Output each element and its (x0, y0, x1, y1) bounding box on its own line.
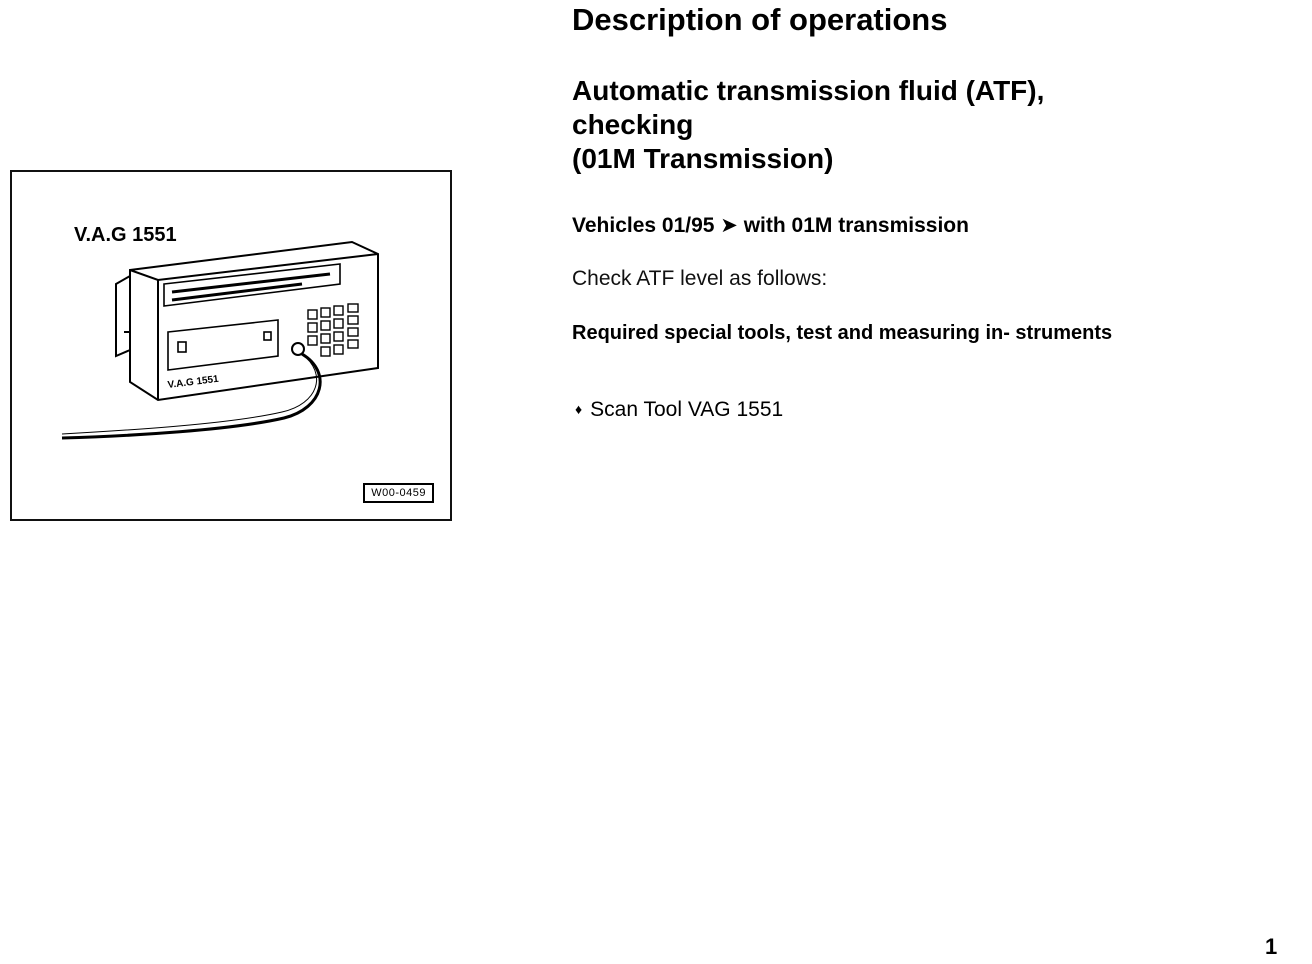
figure-label: V.A.G 1551 (74, 224, 177, 246)
vehicles-applicability: Vehicles 01/95 ➤ with 01M transmission (572, 214, 969, 237)
diamond-bullet-icon: ♦ (575, 401, 583, 417)
list-item (575, 398, 783, 422)
title-line: checking (572, 109, 694, 140)
tools-list (575, 398, 783, 422)
page-number: 1 (1265, 934, 1278, 959)
title-line: Automatic transmission fluid (ATF), (572, 75, 1045, 106)
page-title (572, 74, 1044, 176)
vag-1551-illustration (10, 170, 452, 521)
figure-code: W00-0459 (363, 483, 434, 503)
device-label: V.A.G 1551 (167, 373, 220, 391)
tool-label: Scan Tool VAG 1551 (590, 398, 784, 421)
title-line: (01M Transmission) (572, 143, 834, 174)
intro-text: Check ATF level as follows: (572, 267, 828, 290)
required-tools-heading: Required special tools, test and measuring in- struments (572, 322, 1113, 344)
section-heading: Description of operations (572, 2, 948, 37)
